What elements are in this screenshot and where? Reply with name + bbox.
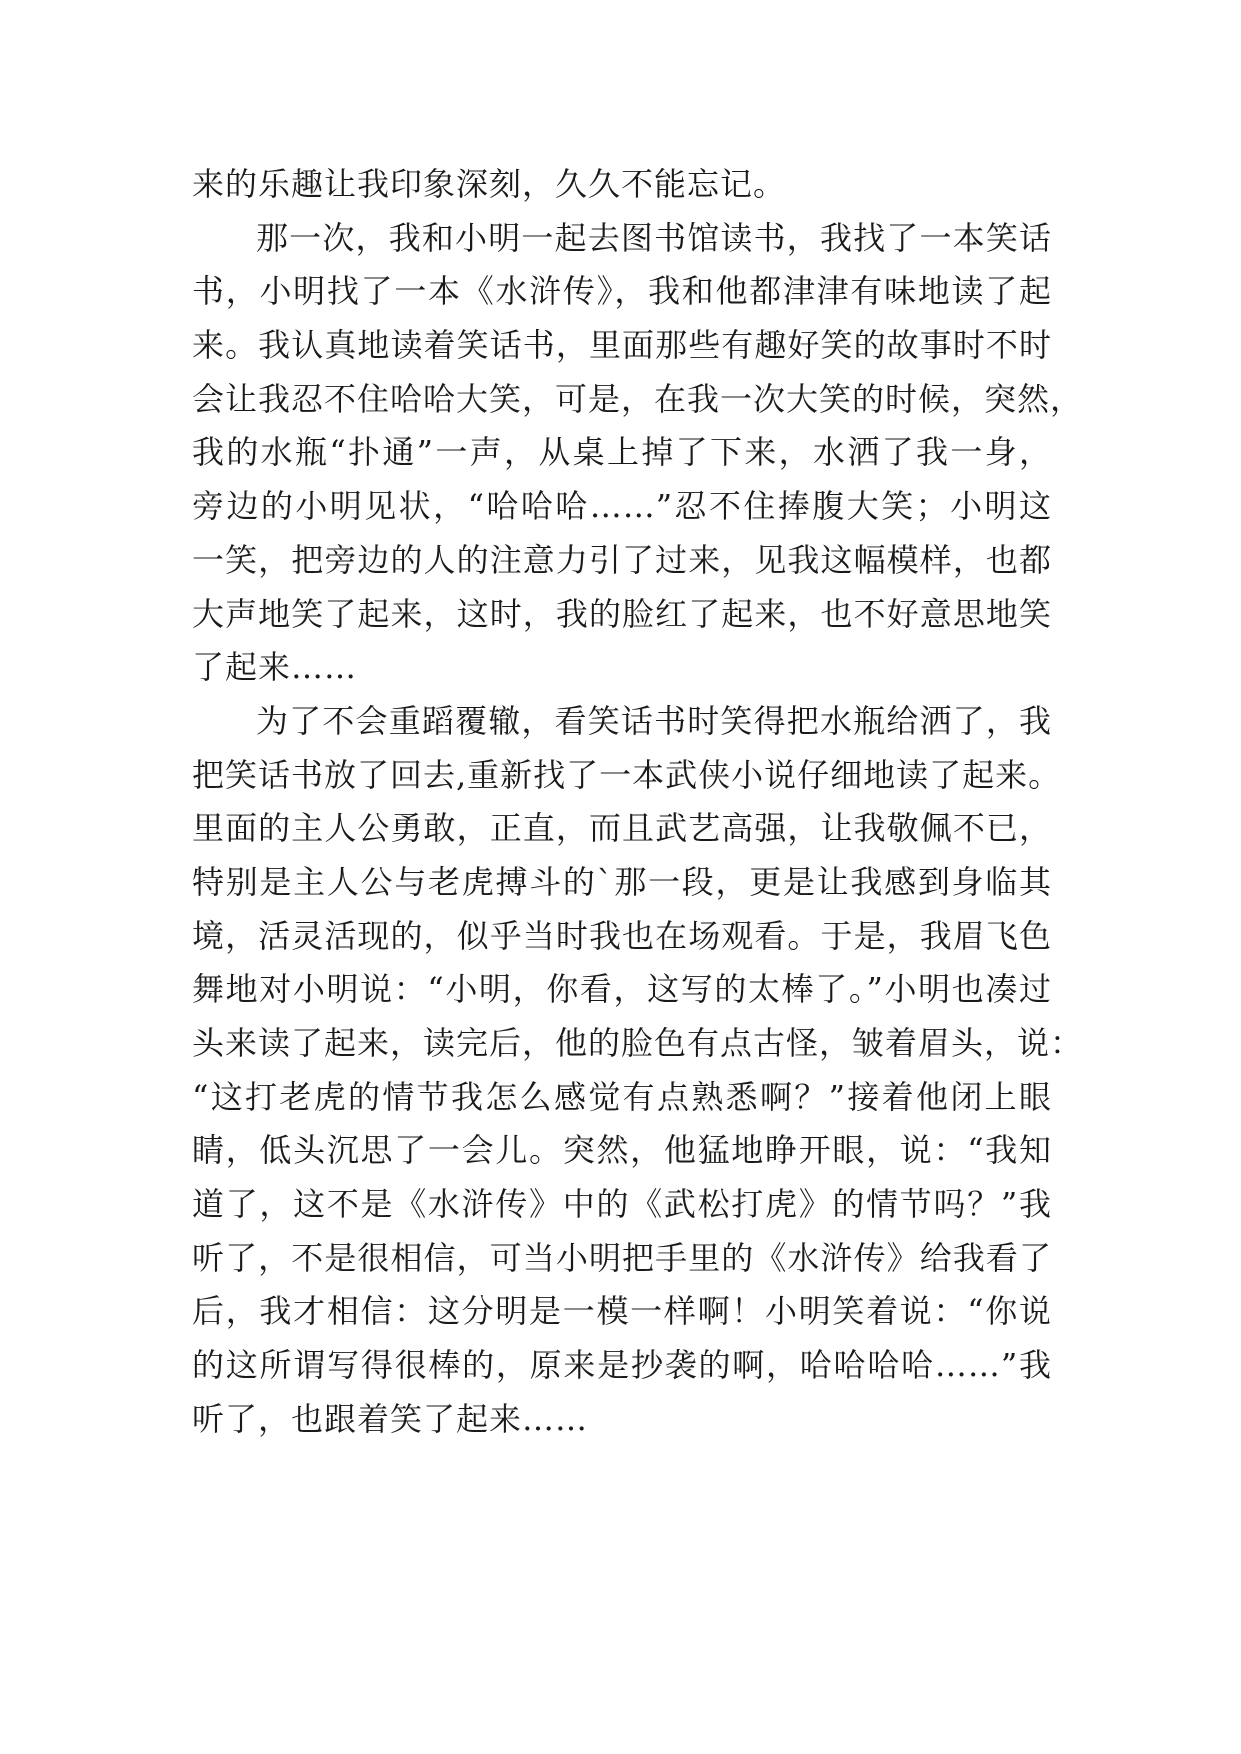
- text-line: 会让我忍不住哈哈大笑，可是，在我一次大笑的时候，突然，: [192, 379, 1084, 418]
- text-line: 听了，也跟着笑了起来……: [192, 1399, 589, 1438]
- text-line: 来。我认真地读着笑话书，里面那些有趣好笑的故事时不时: [192, 326, 1052, 365]
- text-line: 大声地笑了起来，这时，我的脸红了起来，也不好意思地笑: [192, 594, 1052, 633]
- text-line: “这打老虎的情节我怎么感觉有点熟悉啊？”接着他闭上眼: [192, 1077, 1052, 1116]
- text-line: 旁边的小明见状，“哈哈哈……”忍不住捧腹大笑；小明这: [192, 487, 1052, 526]
- document-body: [192, 158, 1084, 1447]
- text-line: 睛，低头沉思了一会儿。突然，他猛地睁开眼，说：“我知: [192, 1131, 1052, 1170]
- text-line: 舞地对小明说：“小明，你看，这写的太棒了。”小明也凑过: [192, 970, 1052, 1009]
- text-line: 来的乐趣让我印象深刻，久久不能忘记。: [192, 165, 787, 203]
- paragraph-first-line: 那一次，我和小明一起去图书馆读书，我找了一本笑话: [256, 218, 1052, 257]
- text-line: 的这所谓写得很棒的，原来是抄袭的啊，哈哈哈哈……”我: [192, 1346, 1052, 1385]
- text-line: 头来读了起来，读完后，他的脸色有点古怪，皱着眉头，说：: [192, 1024, 1084, 1062]
- text-line: 了起来……: [192, 648, 358, 687]
- text-line: 特别是主人公与老虎搏斗的`那一段，更是让我感到身临其: [192, 862, 1052, 901]
- text-line: 书，小明找了一本《水浒传》，我和他都津津有味地读了起: [192, 272, 1052, 311]
- text-line: 境，活灵活现的，似乎当时我也在场观看。于是，我眉飞色: [192, 916, 1052, 955]
- text-line: 把笑话书放了回去,重新找了一本武侠小说仔细地读了起来。: [192, 755, 1062, 794]
- text-line: 一笑，把旁边的人的注意力引了过来，见我这幅模样，也都: [192, 540, 1052, 579]
- paragraph-first-line: 为了不会重蹈覆辙，看笑话书时笑得把水瓶给洒了，我: [256, 701, 1052, 740]
- text-line: 我的水瓶“扑通”一声，从桌上掉了下来，水洒了我一身，: [192, 433, 1052, 472]
- text-line: 听了，不是很相信，可当小明把手里的《水浒传》给我看了: [192, 1238, 1052, 1277]
- text-line: 道了，这不是《水浒传》中的《武松打虎》的情节吗？”我: [192, 1185, 1052, 1224]
- text-line: 后，我才相信：这分明是一模一样啊！小明笑着说：“你说: [192, 1292, 1052, 1331]
- text-line: 里面的主人公勇敢，正直，而且武艺高强，让我敬佩不已，: [192, 809, 1052, 848]
